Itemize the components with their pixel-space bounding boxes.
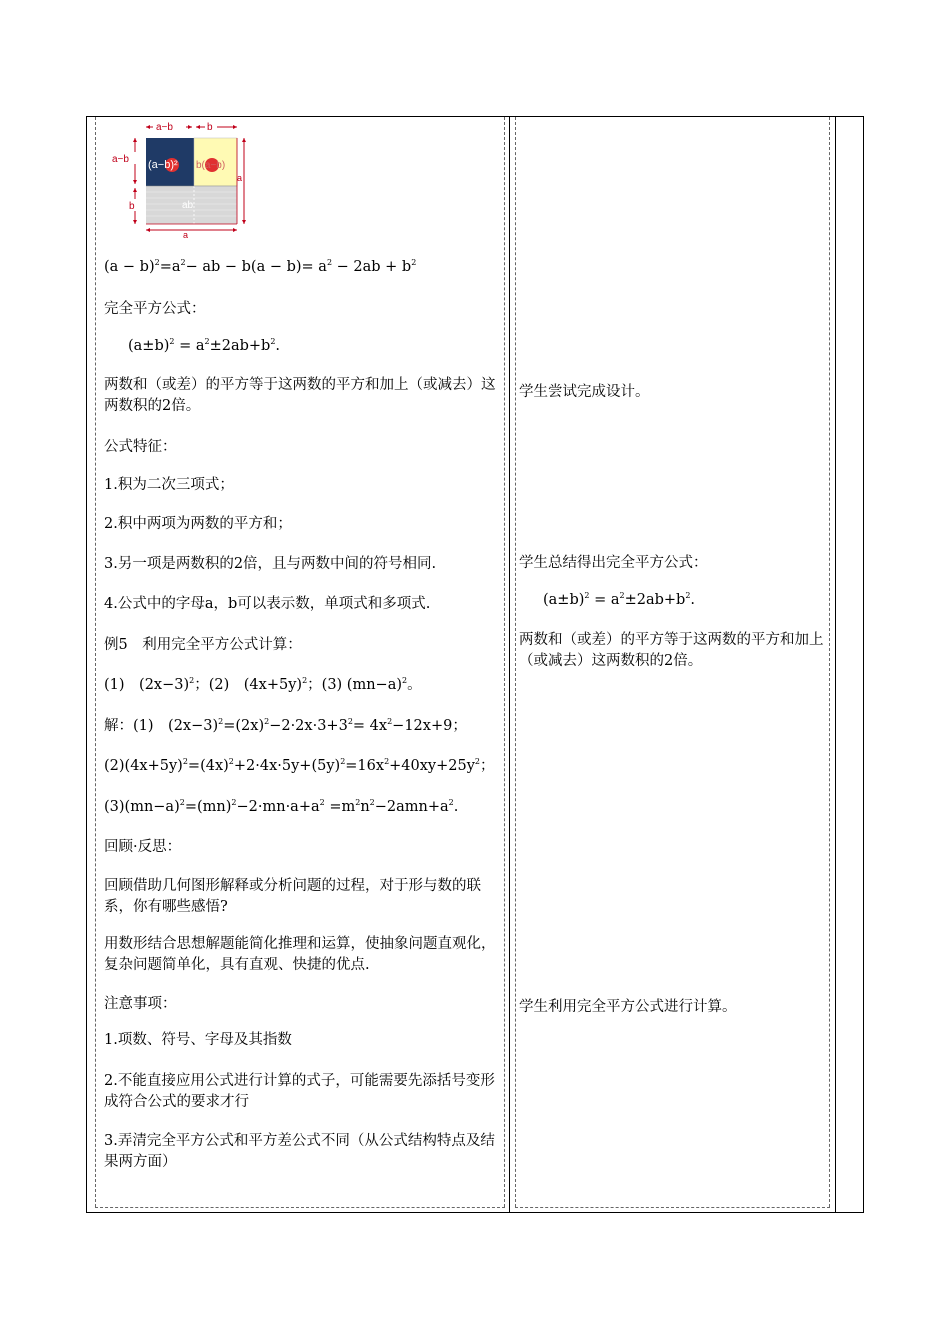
example-title: 例5 利用完全平方公式计算： xyxy=(104,637,302,653)
left-cell-dashed-border xyxy=(95,117,96,1207)
note-3: 3.弄清完全平方公式和平方差公式不同（从公式结构特点及结果两方面） xyxy=(104,1133,495,1170)
solution-1: 解：(1) $(2x-3)^2=(2x)^2-2\cdot 2x\cdot 3+3^2= 4x^2-12x+9$； xyxy=(104,717,467,734)
review-heading: 回顾·反思： xyxy=(104,839,182,855)
student-compute: 学生利用完全平方公式进行计算。 xyxy=(519,999,737,1015)
column-divider-1 xyxy=(509,117,510,1212)
solution-3: $(3)(mn-a)^2=(mn)^2-2\cdot mn\cdot a+a^2 =m^2n^2-2amn+a^2$. xyxy=(104,798,459,815)
left-cell-dashed-border-right xyxy=(504,117,505,1207)
right-cell-dashed-border xyxy=(515,117,516,1207)
square-difference-diagram xyxy=(110,118,250,240)
right-formula: $(a\pm b)^2 = a^2\pm 2ab+b^2$. xyxy=(543,591,696,608)
label-right-a: a xyxy=(237,173,243,183)
square-label: (a−b)² xyxy=(148,159,178,171)
formula-description: 两数和（或差）的平方等于这两数的平方和加上（或减去）这两数积的2倍。 xyxy=(104,377,496,414)
right-cell-dashed-bottom xyxy=(515,1207,830,1208)
bottom-rectangle-label: ab xyxy=(182,200,194,211)
note-2: 2.不能直接应用公式进行计算的式子，可能需要先添括号变形成符合公式的要求才行 xyxy=(104,1073,495,1110)
features-heading: 公式特征： xyxy=(104,439,177,455)
formula-heading: 完全平方公式： xyxy=(104,301,206,317)
right-formula-description: 两数和（或差）的平方等于这两数的平方和加上（或减去）这两数积的2倍。 xyxy=(519,632,824,669)
formula: $(a\pm b)^2 = a^2\pm 2ab+b^2$. xyxy=(128,337,281,354)
label-left-a-minus-b: a−b xyxy=(112,154,129,165)
left-cell-dashed-bottom xyxy=(95,1207,505,1208)
right-cell-dashed-border-right xyxy=(829,117,830,1207)
rectangle-label: b(a−b) xyxy=(196,160,226,171)
student-attempt: 学生尝试完成设计。 xyxy=(519,384,650,400)
feature-1: 1.积为二次三项式； xyxy=(104,477,234,493)
label-top-a-minus-b: a−b xyxy=(156,122,173,133)
review-answer: 用数形结合思想解题能简化推理和运算，使抽象问题直观化，复杂问题简单化，具有直观、快捷的优点. xyxy=(104,936,496,973)
notes-heading: 注意事项： xyxy=(104,996,177,1012)
example-items: (1) $(2x-3)^2$；(2) $(4x+5y)^2$；(3) $(mn-a)^2$。 xyxy=(104,676,422,693)
label-left-b: b xyxy=(129,201,135,212)
note-1: 1.项数、符号、字母及其指数 xyxy=(104,1032,292,1048)
review-question: 回顾借助几何图形解释或分析问题的过程，对于形与数的联系，你有哪些感悟? xyxy=(104,878,481,915)
label-bottom-a: a xyxy=(183,230,189,240)
feature-3: 3.另一项是两数积的2倍，且与两数中间的符号相同. xyxy=(104,556,437,572)
label-top-b: b xyxy=(207,122,213,133)
feature-4: 4.公式中的字母a，b可以表示数，单项式和多项式. xyxy=(104,596,431,612)
feature-2: 2.积中两项为两数的平方和； xyxy=(104,516,292,532)
student-summary: 学生总结得出完全平方公式： xyxy=(519,555,708,571)
column-divider-2 xyxy=(835,117,836,1212)
solution-2: $(2)(4x+5y)^2=(4x)^2+2\cdot 4x\cdot 5y+(5y)^2=16x^2+40xy+25y^2$； xyxy=(104,757,495,774)
expansion-equation: $(a - b)^2=a^2-$ ab − $b(a - b)= a^2 - 2ab + b^2$ xyxy=(104,258,417,275)
